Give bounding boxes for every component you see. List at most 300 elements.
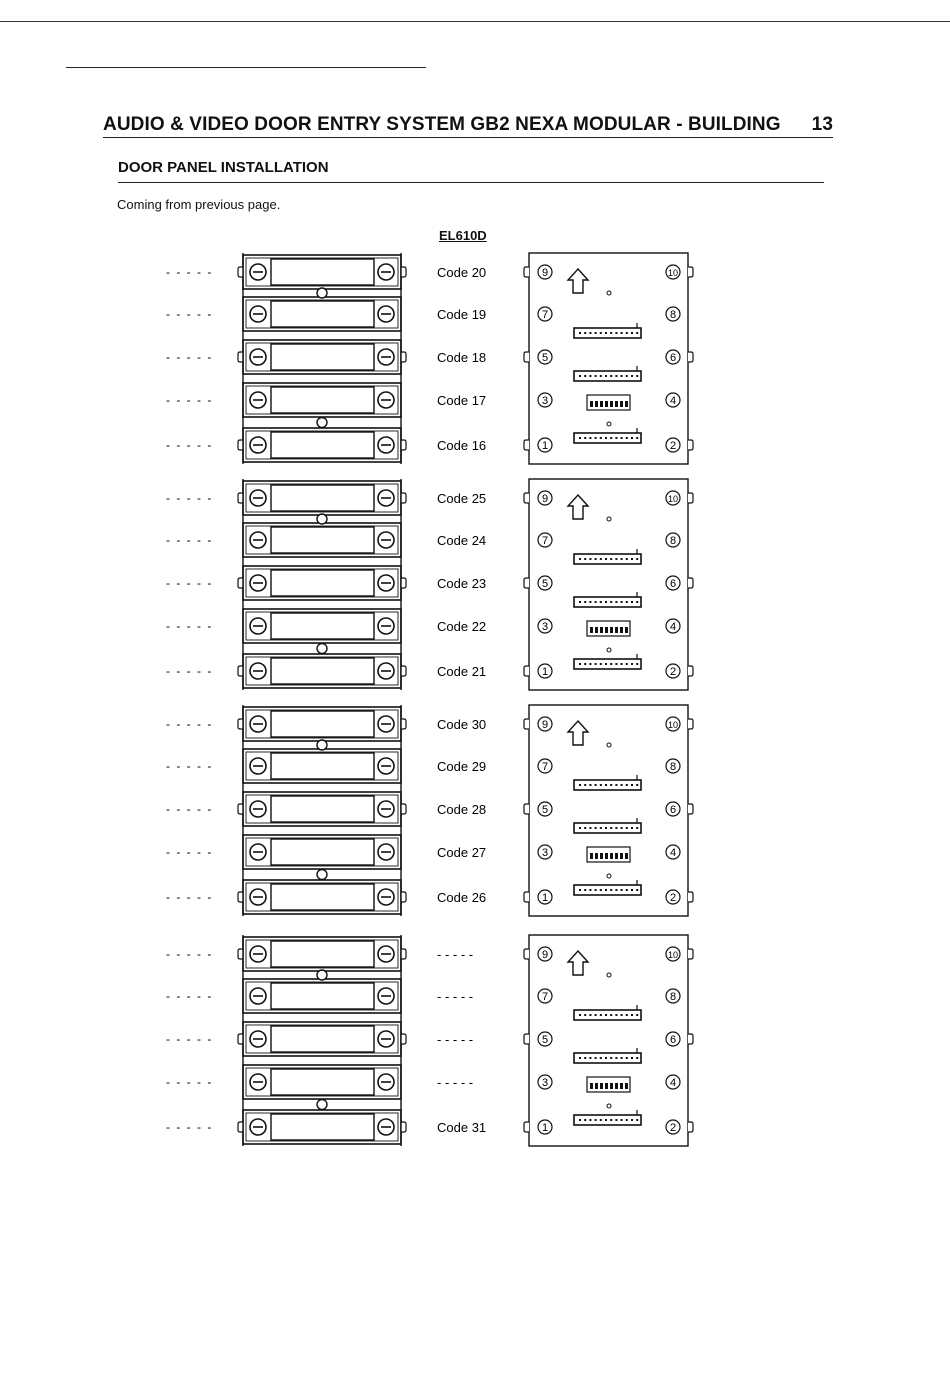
section-title: DOOR PANEL INSTALLATION — [118, 159, 824, 183]
row-dashes: - - - - - — [166, 1120, 213, 1134]
dip-switch-lever — [595, 853, 598, 859]
connector-pin — [626, 1119, 628, 1121]
connector-pin — [584, 784, 586, 786]
mounting-tab — [524, 666, 529, 676]
button-module — [166, 880, 486, 914]
terminal-label: 10 — [667, 950, 679, 960]
mounting-tab — [401, 1034, 406, 1044]
connector-pin — [584, 375, 586, 377]
row-dashes: - - - - - — [166, 307, 213, 321]
connector-pin — [600, 437, 602, 439]
terminal-label: 6 — [669, 352, 677, 364]
connector-pin — [626, 1014, 628, 1016]
terminal-label: 1 — [541, 666, 549, 678]
connector-pin — [589, 1057, 591, 1059]
dip-switch-lever — [590, 1083, 593, 1089]
connector-pin — [600, 558, 602, 560]
row-dashes: - - - - - — [166, 664, 213, 678]
code-label: Code 21 — [437, 664, 487, 679]
connector-pin — [589, 1014, 591, 1016]
connector-block — [574, 1115, 641, 1125]
connector-pin — [605, 784, 607, 786]
terminal-label: 6 — [669, 578, 677, 590]
dip-switch-body — [587, 847, 630, 862]
mounting-tab — [238, 949, 243, 959]
led-dot — [607, 1104, 611, 1108]
terminal-label: 9 — [541, 493, 549, 505]
connector-pin — [584, 1014, 586, 1016]
mounting-tab — [401, 719, 406, 729]
connector-block — [574, 554, 641, 564]
mounting-tab — [238, 666, 243, 676]
dip-switch-lever — [620, 401, 623, 407]
connector-pin — [595, 558, 597, 560]
connector-pin — [579, 437, 581, 439]
dip-switch-lever — [625, 1083, 628, 1089]
dip-switch-lever — [625, 853, 628, 859]
mounting-tab — [524, 440, 529, 450]
dip-switch-lever — [620, 853, 623, 859]
dip-switch-lever — [595, 401, 598, 407]
terminal-label: 8 — [669, 761, 677, 773]
dip-switch-lever — [595, 1083, 598, 1089]
connector-pin — [595, 784, 597, 786]
name-label-window — [271, 527, 374, 553]
name-label-window — [271, 1069, 374, 1095]
connector-pin — [615, 784, 617, 786]
row-dashes: - - - - - — [166, 533, 213, 547]
terminal-label: 10 — [667, 720, 679, 730]
dip-switch — [587, 621, 630, 636]
button-module — [166, 835, 486, 869]
button-module — [166, 937, 473, 971]
connector-pin — [631, 437, 633, 439]
row-dashes: - - - - - — [166, 265, 213, 279]
terminal-label: 7 — [541, 309, 549, 321]
connector-pin — [595, 889, 597, 891]
button-module — [166, 749, 486, 783]
connector-pin — [595, 827, 597, 829]
el610d-board — [524, 253, 693, 464]
dip-switch — [587, 395, 630, 410]
name-label-window — [271, 1114, 374, 1140]
connector-pin — [631, 889, 633, 891]
row-dashes: - - - - - — [166, 845, 213, 859]
terminal-label: 8 — [669, 991, 677, 1003]
terminal-label: 5 — [541, 578, 549, 590]
button-module — [166, 654, 486, 688]
connector-pin — [621, 889, 623, 891]
connector-pin — [631, 375, 633, 377]
connector-pin — [610, 784, 612, 786]
terminal-label: 10 — [667, 494, 679, 504]
dip-switch-lever — [600, 401, 603, 407]
terminal-label: 2 — [669, 440, 677, 452]
connector-pin — [600, 601, 602, 603]
connector-pin — [626, 558, 628, 560]
name-label-window — [271, 613, 374, 639]
connector-pin — [605, 558, 607, 560]
connector-pin — [636, 558, 638, 560]
led-dot — [607, 291, 611, 295]
connector-pin — [579, 827, 581, 829]
connector-pin — [626, 784, 628, 786]
button-module — [166, 1110, 486, 1144]
dip-switch-lever — [620, 1083, 623, 1089]
button-module — [166, 297, 486, 331]
connector-pin — [595, 437, 597, 439]
code-label: - - - - - — [437, 1032, 474, 1047]
connector-pin — [626, 1057, 628, 1059]
terminal-label: 8 — [669, 535, 677, 547]
mounting-tab — [401, 666, 406, 676]
connector-pin — [615, 558, 617, 560]
connector-pin — [605, 827, 607, 829]
connector-pin — [600, 375, 602, 377]
code-label: Code 18 — [437, 350, 487, 365]
terminal-label: 8 — [669, 309, 677, 321]
connector-pin — [610, 1057, 612, 1059]
page-title-text: AUDIO & VIDEO DOOR ENTRY SYSTEM GB2 NEXA MODULAR - BUILDING — [103, 114, 781, 135]
mounting-tab — [401, 949, 406, 959]
connector-pin — [595, 1057, 597, 1059]
model-label: EL610D — [439, 228, 487, 243]
dip-switch-lever — [590, 853, 593, 859]
mounting-tab — [524, 493, 529, 503]
dip-switch — [587, 847, 630, 862]
dip-switch-lever — [595, 627, 598, 633]
name-label-window — [271, 884, 374, 910]
dip-switch-body — [587, 395, 630, 410]
connector-pin — [600, 827, 602, 829]
dip-switch — [587, 1077, 630, 1092]
mounting-tab — [688, 719, 693, 729]
connector-pin — [636, 437, 638, 439]
button-module — [166, 481, 486, 515]
connector-block — [574, 1053, 641, 1063]
dip-switch-lever — [610, 853, 613, 859]
link-hole — [317, 644, 327, 654]
name-label-window — [271, 570, 374, 596]
connector-pin — [615, 332, 617, 334]
connector-pin — [615, 1014, 617, 1016]
connector-pin — [636, 663, 638, 665]
dip-switch-lever — [605, 627, 608, 633]
connector-pin — [621, 437, 623, 439]
code-label: Code 20 — [437, 265, 487, 280]
connector-pin — [626, 827, 628, 829]
row-dashes: - - - - - — [166, 576, 213, 590]
connector-pin — [610, 663, 612, 665]
dip-switch-body — [587, 621, 630, 636]
mounting-tab — [238, 804, 243, 814]
code-label: - - - - - — [437, 1075, 474, 1090]
dip-switch-lever — [610, 401, 613, 407]
terminal-label: 7 — [541, 761, 549, 773]
terminal-label: 9 — [541, 719, 549, 731]
mounting-tab — [401, 1122, 406, 1132]
connector-pin — [589, 558, 591, 560]
name-label-window — [271, 259, 374, 285]
dip-switch-lever — [625, 627, 628, 633]
name-label-window — [271, 796, 374, 822]
link-hole — [317, 288, 327, 298]
dip-switch-lever — [600, 853, 603, 859]
connector-pin — [589, 827, 591, 829]
terminal-label: 7 — [541, 991, 549, 1003]
link-hole — [317, 870, 327, 880]
connector-pin — [615, 1119, 617, 1121]
button-module — [166, 707, 486, 741]
connector-pin — [636, 601, 638, 603]
connector-pin — [595, 663, 597, 665]
connector-pin — [579, 889, 581, 891]
connector-pin — [636, 332, 638, 334]
continuation-note: Coming from previous page. — [117, 197, 281, 212]
connector-pin — [631, 1057, 633, 1059]
connector-pin — [621, 784, 623, 786]
connector-pin — [621, 1057, 623, 1059]
connector-pin — [621, 558, 623, 560]
connector-pin — [636, 827, 638, 829]
terminal-label: 3 — [541, 395, 549, 407]
mounting-tab — [401, 804, 406, 814]
terminal-label: 5 — [541, 352, 549, 364]
connector-pin — [589, 784, 591, 786]
connector-pin — [610, 1014, 612, 1016]
mounting-tab — [238, 267, 243, 277]
connector-pin — [631, 1119, 633, 1121]
code-label: Code 31 — [437, 1120, 487, 1135]
row-dashes: - - - - - — [166, 802, 213, 816]
page-number: 13 — [811, 114, 833, 135]
panel-group — [166, 935, 693, 1146]
connector-pin — [615, 889, 617, 891]
mounting-tab — [524, 267, 529, 277]
name-label-window — [271, 941, 374, 967]
dip-switch-lever — [590, 401, 593, 407]
name-label-window — [271, 344, 374, 370]
link-hole — [317, 740, 327, 750]
connector-pin — [595, 1014, 597, 1016]
led-dot — [607, 517, 611, 521]
connector-pin — [621, 375, 623, 377]
mounting-tab — [238, 1034, 243, 1044]
connector-pin — [605, 1057, 607, 1059]
code-label: Code 24 — [437, 533, 487, 548]
dip-switch-lever — [605, 853, 608, 859]
mounting-tab — [524, 352, 529, 362]
connector-pin — [631, 332, 633, 334]
dip-switch-lever — [590, 627, 593, 633]
connector-pin — [579, 1057, 581, 1059]
connector-pin — [589, 1119, 591, 1121]
connector-pin — [589, 601, 591, 603]
terminal-label: 4 — [669, 395, 677, 407]
connector-pin — [636, 889, 638, 891]
row-dashes: - - - - - — [166, 1032, 213, 1046]
button-module — [166, 340, 486, 374]
mounting-tab — [688, 493, 693, 503]
connector-pin — [631, 1014, 633, 1016]
terminal-label: 3 — [541, 1077, 549, 1089]
button-module — [166, 979, 473, 1013]
connector-block — [574, 885, 641, 895]
connector-pin — [584, 558, 586, 560]
mounting-tab — [524, 578, 529, 588]
connector-pin — [621, 332, 623, 334]
dip-switch-lever — [620, 627, 623, 633]
connector-pin — [589, 663, 591, 665]
connector-pin — [615, 437, 617, 439]
led-dot — [607, 874, 611, 878]
connector-block — [574, 371, 641, 381]
terminal-label: 3 — [541, 847, 549, 859]
connector-pin — [600, 889, 602, 891]
mounting-tab — [401, 493, 406, 503]
dip-switch-lever — [615, 627, 618, 633]
connector-pin — [595, 375, 597, 377]
connector-block — [574, 328, 641, 338]
mounting-tab — [401, 578, 406, 588]
connector-pin — [621, 663, 623, 665]
row-dashes: - - - - - — [166, 989, 213, 1003]
button-module — [166, 1065, 473, 1099]
panel-group — [166, 253, 693, 464]
terminal-label: 1 — [541, 892, 549, 904]
connector-pin — [600, 784, 602, 786]
code-label: Code 25 — [437, 491, 487, 506]
button-module — [166, 523, 486, 557]
terminal-label: 6 — [669, 1034, 677, 1046]
connector-pin — [621, 1119, 623, 1121]
el610d-board — [524, 479, 693, 690]
connector-pin — [579, 601, 581, 603]
connector-pin — [600, 332, 602, 334]
dip-switch-lever — [615, 401, 618, 407]
terminal-label: 4 — [669, 621, 677, 633]
name-label-window — [271, 387, 374, 413]
mounting-tab — [688, 804, 693, 814]
button-module — [166, 428, 486, 462]
terminal-label: 2 — [669, 666, 677, 678]
code-label: Code 19 — [437, 307, 487, 322]
connector-pin — [636, 1014, 638, 1016]
terminal-label: 5 — [541, 804, 549, 816]
button-module — [166, 566, 486, 600]
terminal-label: 3 — [541, 621, 549, 633]
mounting-tab — [524, 1122, 529, 1132]
led-dot — [607, 648, 611, 652]
mounting-tab — [524, 804, 529, 814]
row-dashes: - - - - - — [166, 717, 213, 731]
connector-pin — [621, 827, 623, 829]
mounting-tab — [401, 440, 406, 450]
connector-pin — [626, 375, 628, 377]
mounting-tab — [401, 892, 406, 902]
mounting-tab — [524, 719, 529, 729]
connector-pin — [584, 437, 586, 439]
name-label-window — [271, 301, 374, 327]
terminal-label: 10 — [667, 268, 679, 278]
terminal-label: 9 — [541, 949, 549, 961]
row-dashes: - - - - - — [166, 350, 213, 364]
connector-block — [574, 780, 641, 790]
dip-switch-lever — [605, 1083, 608, 1089]
connector-pin — [605, 1014, 607, 1016]
connector-pin — [610, 601, 612, 603]
button-module — [166, 1022, 473, 1056]
el610d-board — [524, 935, 693, 1146]
connector-pin — [584, 1119, 586, 1121]
code-label: Code 26 — [437, 890, 487, 905]
connector-pin — [600, 1057, 602, 1059]
connector-pin — [584, 332, 586, 334]
connector-pin — [636, 375, 638, 377]
connector-pin — [631, 663, 633, 665]
connector-pin — [615, 827, 617, 829]
button-module — [166, 792, 486, 826]
dip-switch-lever — [600, 1083, 603, 1089]
terminal-label: 1 — [541, 440, 549, 452]
connector-pin — [605, 889, 607, 891]
row-dashes: - - - - - — [166, 438, 213, 452]
mounting-tab — [524, 892, 529, 902]
dip-switch-lever — [615, 853, 618, 859]
row-dashes: - - - - - — [166, 619, 213, 633]
mounting-tab — [688, 1034, 693, 1044]
connector-pin — [631, 601, 633, 603]
mounting-tab — [688, 949, 693, 959]
connector-pin — [610, 375, 612, 377]
mounting-tab — [688, 440, 693, 450]
connector-pin — [605, 437, 607, 439]
connector-pin — [626, 889, 628, 891]
mounting-tab — [238, 1122, 243, 1132]
connector-pin — [584, 827, 586, 829]
connector-pin — [626, 601, 628, 603]
mounting-tab — [238, 578, 243, 588]
dip-switch-lever — [605, 401, 608, 407]
connector-pin — [621, 1014, 623, 1016]
mounting-tab — [688, 892, 693, 902]
connector-block — [574, 659, 641, 669]
connector-pin — [610, 827, 612, 829]
terminal-label: 2 — [669, 1122, 677, 1134]
mounting-tab — [238, 440, 243, 450]
led-dot — [607, 973, 611, 977]
code-label: Code 16 — [437, 438, 487, 453]
mounting-tab — [524, 949, 529, 959]
dip-switch-lever — [610, 627, 613, 633]
mounting-tab — [401, 352, 406, 362]
mounting-tab — [238, 892, 243, 902]
connector-pin — [605, 663, 607, 665]
dip-switch-lever — [615, 1083, 618, 1089]
terminal-label: 4 — [669, 847, 677, 859]
button-module — [166, 255, 486, 289]
connector-pin — [610, 558, 612, 560]
code-label: Code 29 — [437, 759, 487, 774]
code-label: Code 30 — [437, 717, 487, 732]
connector-pin — [605, 332, 607, 334]
code-label: Code 17 — [437, 393, 487, 408]
panel-group — [166, 479, 693, 690]
connector-block — [574, 1010, 641, 1020]
mounting-tab — [238, 493, 243, 503]
mounting-tab — [238, 719, 243, 729]
terminal-label: 4 — [669, 1077, 677, 1089]
